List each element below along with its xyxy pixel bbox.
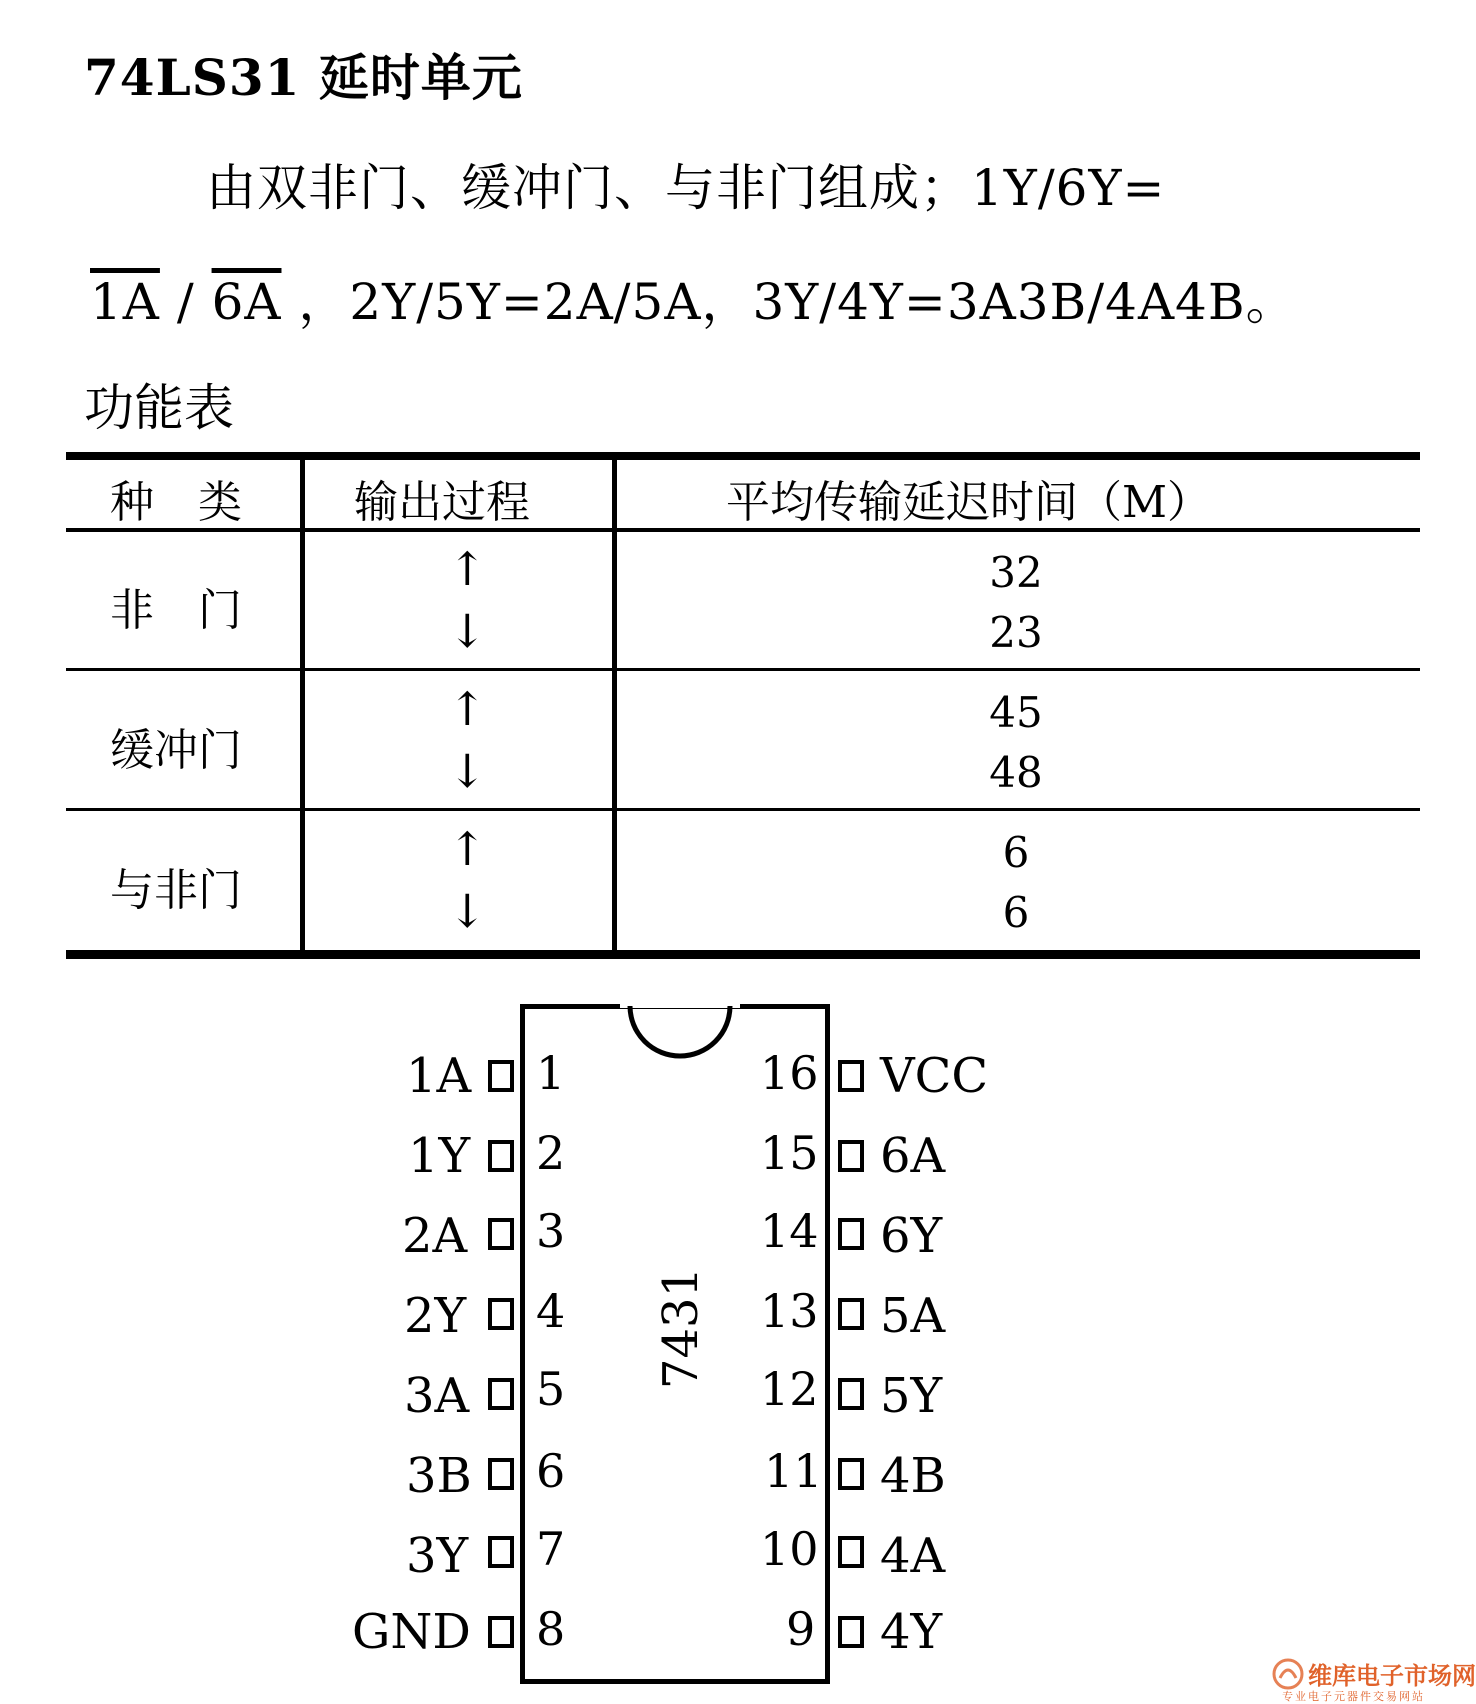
pin-number: 6: [536, 1444, 566, 1498]
down-arrow-icon: ↓: [448, 744, 487, 798]
pin-number: 15: [760, 1126, 819, 1180]
header-delay: 平均传输延迟时间（M）: [726, 477, 1212, 528]
pin-label: 2A: [402, 1208, 468, 1264]
table-col-divider: [300, 456, 305, 954]
delay-value: 48: [989, 748, 1043, 797]
delay-value: 6: [1002, 888, 1030, 937]
pin-pad: [488, 1218, 514, 1250]
delay-value: 32: [989, 548, 1043, 597]
overline-1a: 1A: [90, 273, 160, 331]
pin-label: VCC: [880, 1048, 989, 1104]
pin-label: GND: [352, 1604, 471, 1660]
description-line-2: 1A / 6A ，2Y/5Y=2A/5A，3Y/4Y=3A3B/4A4B。: [90, 273, 1297, 331]
pin-pad: [838, 1060, 864, 1092]
pin-pad: [488, 1458, 514, 1490]
pin-label: 4A: [880, 1528, 946, 1584]
delay-value: 23: [989, 608, 1043, 657]
pin-label: 1Y: [408, 1128, 471, 1184]
row-type: 与非门: [110, 865, 242, 916]
description-line-1: 由双非门、缓冲门、与非门组成；1Y/6Y=: [206, 159, 1166, 217]
table-row-rule: [66, 808, 1420, 811]
function-table-heading: 功能表: [84, 379, 234, 437]
pin-pad: [488, 1060, 514, 1092]
pin-number: 8: [536, 1602, 566, 1656]
pin-label: 4Y: [880, 1604, 943, 1660]
up-arrow-icon: ↑: [448, 822, 487, 876]
watermark-brand: 维库电子市场网: [1308, 1662, 1476, 1690]
pin-label: 3Y: [406, 1528, 469, 1584]
pin-number: 4: [536, 1284, 566, 1338]
down-arrow-icon: ↓: [448, 884, 487, 938]
pin-pad: [838, 1378, 864, 1410]
chip-name: 7431: [653, 1266, 710, 1390]
pin-number: 5: [536, 1362, 566, 1416]
delay-value: 45: [989, 688, 1043, 737]
pin-label: 1A: [406, 1048, 472, 1104]
pin-number: 2: [536, 1126, 566, 1180]
table-col-divider: [612, 456, 617, 954]
pin-label: 5A: [880, 1288, 946, 1344]
delay-value: 6: [1002, 828, 1030, 877]
up-arrow-icon: ↑: [448, 682, 487, 736]
pin-pad: [488, 1536, 514, 1568]
watermark-subtitle: 专业电子元器件交易网站: [1282, 1690, 1425, 1703]
row-type: 非 门: [110, 585, 242, 636]
pin-label: 2Y: [404, 1288, 467, 1344]
pin-number: 14: [760, 1204, 819, 1258]
pin-label: 3A: [404, 1368, 470, 1424]
pin-label: 5Y: [880, 1368, 943, 1424]
header-output: 输出过程: [354, 477, 530, 528]
table-bottom-rule: [66, 950, 1420, 959]
table-top-rule: [66, 452, 1420, 460]
pin-pad: [838, 1218, 864, 1250]
pin-number: 11: [764, 1444, 823, 1498]
pin-number: 1: [536, 1046, 566, 1100]
pin-number: 12: [760, 1362, 819, 1416]
chip-notch: [620, 1000, 740, 1060]
pin-number: 7: [536, 1522, 566, 1576]
pin-number: 9: [786, 1602, 816, 1656]
pin-number: 13: [760, 1284, 819, 1338]
pin-label: 6A: [880, 1128, 946, 1184]
pin-pad: [838, 1298, 864, 1330]
down-arrow-icon: ↓: [448, 604, 487, 658]
pin-number: 16: [760, 1046, 819, 1100]
table-row-rule: [66, 668, 1420, 671]
overline-6a: 6A: [211, 273, 282, 331]
pin-number: 3: [536, 1204, 566, 1258]
pin-pad: [838, 1140, 864, 1172]
pin-pad: [488, 1378, 514, 1410]
page-title: 74LS31 延时单元: [84, 48, 523, 107]
row-type: 缓冲门: [110, 725, 242, 776]
pin-label: 4B: [880, 1448, 946, 1504]
pin-number: 10: [760, 1522, 819, 1576]
pin-pad: [838, 1536, 864, 1568]
pin-pad: [488, 1616, 514, 1648]
pin-pad: [488, 1298, 514, 1330]
pin-label: 3B: [406, 1448, 472, 1504]
up-arrow-icon: ↑: [448, 542, 487, 596]
header-type: 种 类: [110, 477, 242, 528]
pin-pad: [838, 1458, 864, 1490]
pin-label: 6Y: [880, 1208, 943, 1264]
pin-pad: [488, 1140, 514, 1172]
pin-pad: [838, 1616, 864, 1648]
